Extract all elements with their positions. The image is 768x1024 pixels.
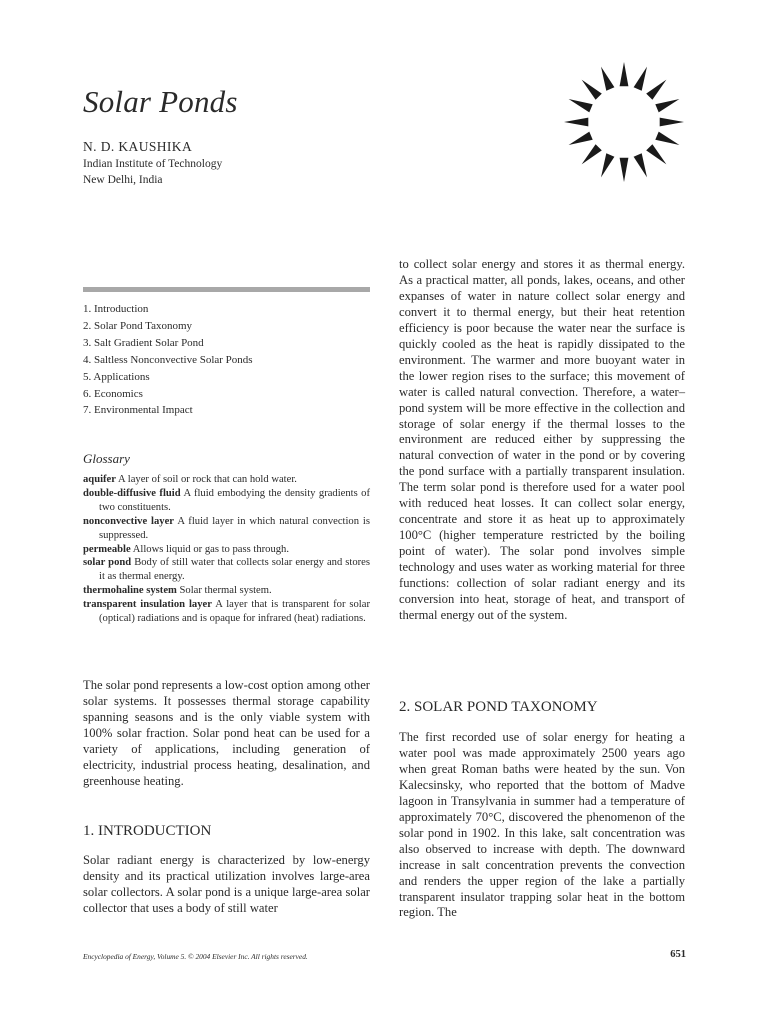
affiliation-line: Indian Institute of Technology xyxy=(83,158,223,170)
sun-ray xyxy=(655,132,679,145)
author-affiliation xyxy=(83,156,222,188)
glossary-term: nonconvective layer xyxy=(83,515,174,527)
glossary-entry xyxy=(83,487,370,515)
glossary-definition: A layer that is transparent for solar (optical) radiations and is opaque for infrared (heat) radiations. xyxy=(99,599,370,625)
sun-ray xyxy=(646,80,666,100)
sun-ray xyxy=(569,99,593,112)
glossary-term: solar pond xyxy=(83,557,132,569)
glossary-term: permeable xyxy=(83,543,131,555)
glossary-term: thermohaline system xyxy=(83,585,177,597)
introduction-paragraph-left: Solar radiant energy is characterized by low-energy density and its practical utilization involves large-area solar collectors. A solar pond is a unique large-area solar collector that uses a body of still water xyxy=(83,853,370,915)
glossary-entry xyxy=(83,473,370,487)
sun-ray xyxy=(582,144,602,164)
taxonomy-paragraph: The first recorded use of solar energy for heating a water pool was made approximately 2500 years ago when great Roman baths were heated by the sun. Von Kalecsinsky, who reported that the bottom of Madve lagoon in Transylvania in summer had a temperature of approximately 70°C, discovered the phenomenon of the solar pond in 1902. In this lake, salt concentration was also observed to increase with depth. The downward increase in salt concentration prevents the convection and renders the upper region of the lake a partially transparent insulator trapping solar heat in the bottom region. The xyxy=(399,730,685,920)
introduction-paragraph-right: to collect solar energy and stores it as thermal energy. As a practical matter, all ponds, lakes, oceans, and other expanses of water in nature collect solar energy and convert it to thermal energy, but their heat retention efficiency is poor because the water near the surface is quickly cooled as the heat is rapidly dissipated to the environment. The warmer and more buoyant water in the lower region rises to the surface; this movement of water is called natural convection. Therefore, a water–pond system will be more effective in the collection and storage of solar energy if the thermal losses to the environment are reduced either by suppressing the natural convection of water in the pond or by covering the pond surface with a partially transparent insulation. The term solar pond is therefore used for a water pool with reduced heat losses. It can collect solar energy, concentrate and store it as heat up to approximately 100°C (higher temperature restricted by the boiling point of water). The solar pond involves simple technology and uses water as working material for three functions: collection of solar radiant energy and its conversion into heat, storage of heat, and transport of thermal energy out of the system. xyxy=(399,257,685,622)
toc-item: 7. Environmental Impact xyxy=(83,404,193,417)
article-title: Solar Ponds xyxy=(83,84,238,119)
table-of-contents xyxy=(83,301,370,419)
glossary-entry xyxy=(83,543,370,557)
sun-logo-icon xyxy=(563,58,685,186)
glossary-definition: Allows liquid or gas to pass through. xyxy=(132,543,290,555)
author-name: N. D. KAUSHIKA xyxy=(83,139,193,154)
glossary-entry xyxy=(83,598,370,626)
section-heading-introduction: 1. INTRODUCTION xyxy=(83,823,212,839)
sun-ray xyxy=(634,153,647,177)
toc-item: 2. Solar Pond Taxonomy xyxy=(83,319,193,332)
glossary-term: double-diffusive fluid xyxy=(83,487,181,499)
page-number: 651 xyxy=(670,949,686,960)
sun-ray xyxy=(601,153,614,177)
footer-citation: Encyclopedia of Energy, Volume 5. © 2004 Elsevier Inc. All rights reserved. xyxy=(83,952,308,961)
sun-ray xyxy=(569,132,593,145)
glossary-definition: A fluid layer in which natural convection is suppressed. xyxy=(99,515,370,541)
toc-item: 4. Saltless Nonconvective Solar Ponds xyxy=(83,353,253,366)
glossary-list xyxy=(83,473,370,626)
sun-ray xyxy=(620,62,629,86)
sun-ray xyxy=(601,67,614,91)
glossary-definition: Solar thermal system. xyxy=(179,585,272,597)
contents-rule xyxy=(83,287,370,292)
abstract-paragraph: The solar pond represents a low-cost option among other solar systems. It possesses thermal storage capability spanning seasons and is the only viable system with 100% solar fraction. Solar pond heat can be used for a variety of applications, including generation of electricity, industrial process heating, desalination, and greenhouse heating. xyxy=(83,678,370,788)
toc-item: 3. Salt Gradient Solar Pond xyxy=(83,336,204,349)
glossary-definition: Body of still water that collects solar energy and stores it as thermal energy. xyxy=(99,557,370,583)
glossary-definition: A layer of soil or rock that can hold water. xyxy=(118,474,297,485)
sun-ray xyxy=(620,158,629,182)
sun-ray xyxy=(646,144,666,164)
glossary-entry xyxy=(83,584,370,598)
glossary-term: transparent insulation layer xyxy=(83,599,212,611)
sun-ray xyxy=(582,80,602,100)
toc-item: 1. Introduction xyxy=(83,303,149,315)
sun-ray xyxy=(655,99,679,112)
toc-item: 6. Economics xyxy=(83,387,143,400)
glossary-heading: Glossary xyxy=(83,451,130,466)
sun-ray xyxy=(564,118,588,127)
glossary-term: aquifer xyxy=(83,474,116,485)
sun-ray xyxy=(660,118,684,127)
section-heading-taxonomy: 2. SOLAR POND TAXONOMY xyxy=(399,699,598,715)
toc-item: 5. Applications xyxy=(83,370,150,383)
affiliation-line: New Delhi, India xyxy=(83,174,163,186)
sun-ray xyxy=(634,67,647,91)
glossary-definition: A fluid embodying the density gradients of two constituents. xyxy=(99,487,370,513)
glossary-entry xyxy=(83,515,370,543)
glossary-entry xyxy=(83,556,370,584)
